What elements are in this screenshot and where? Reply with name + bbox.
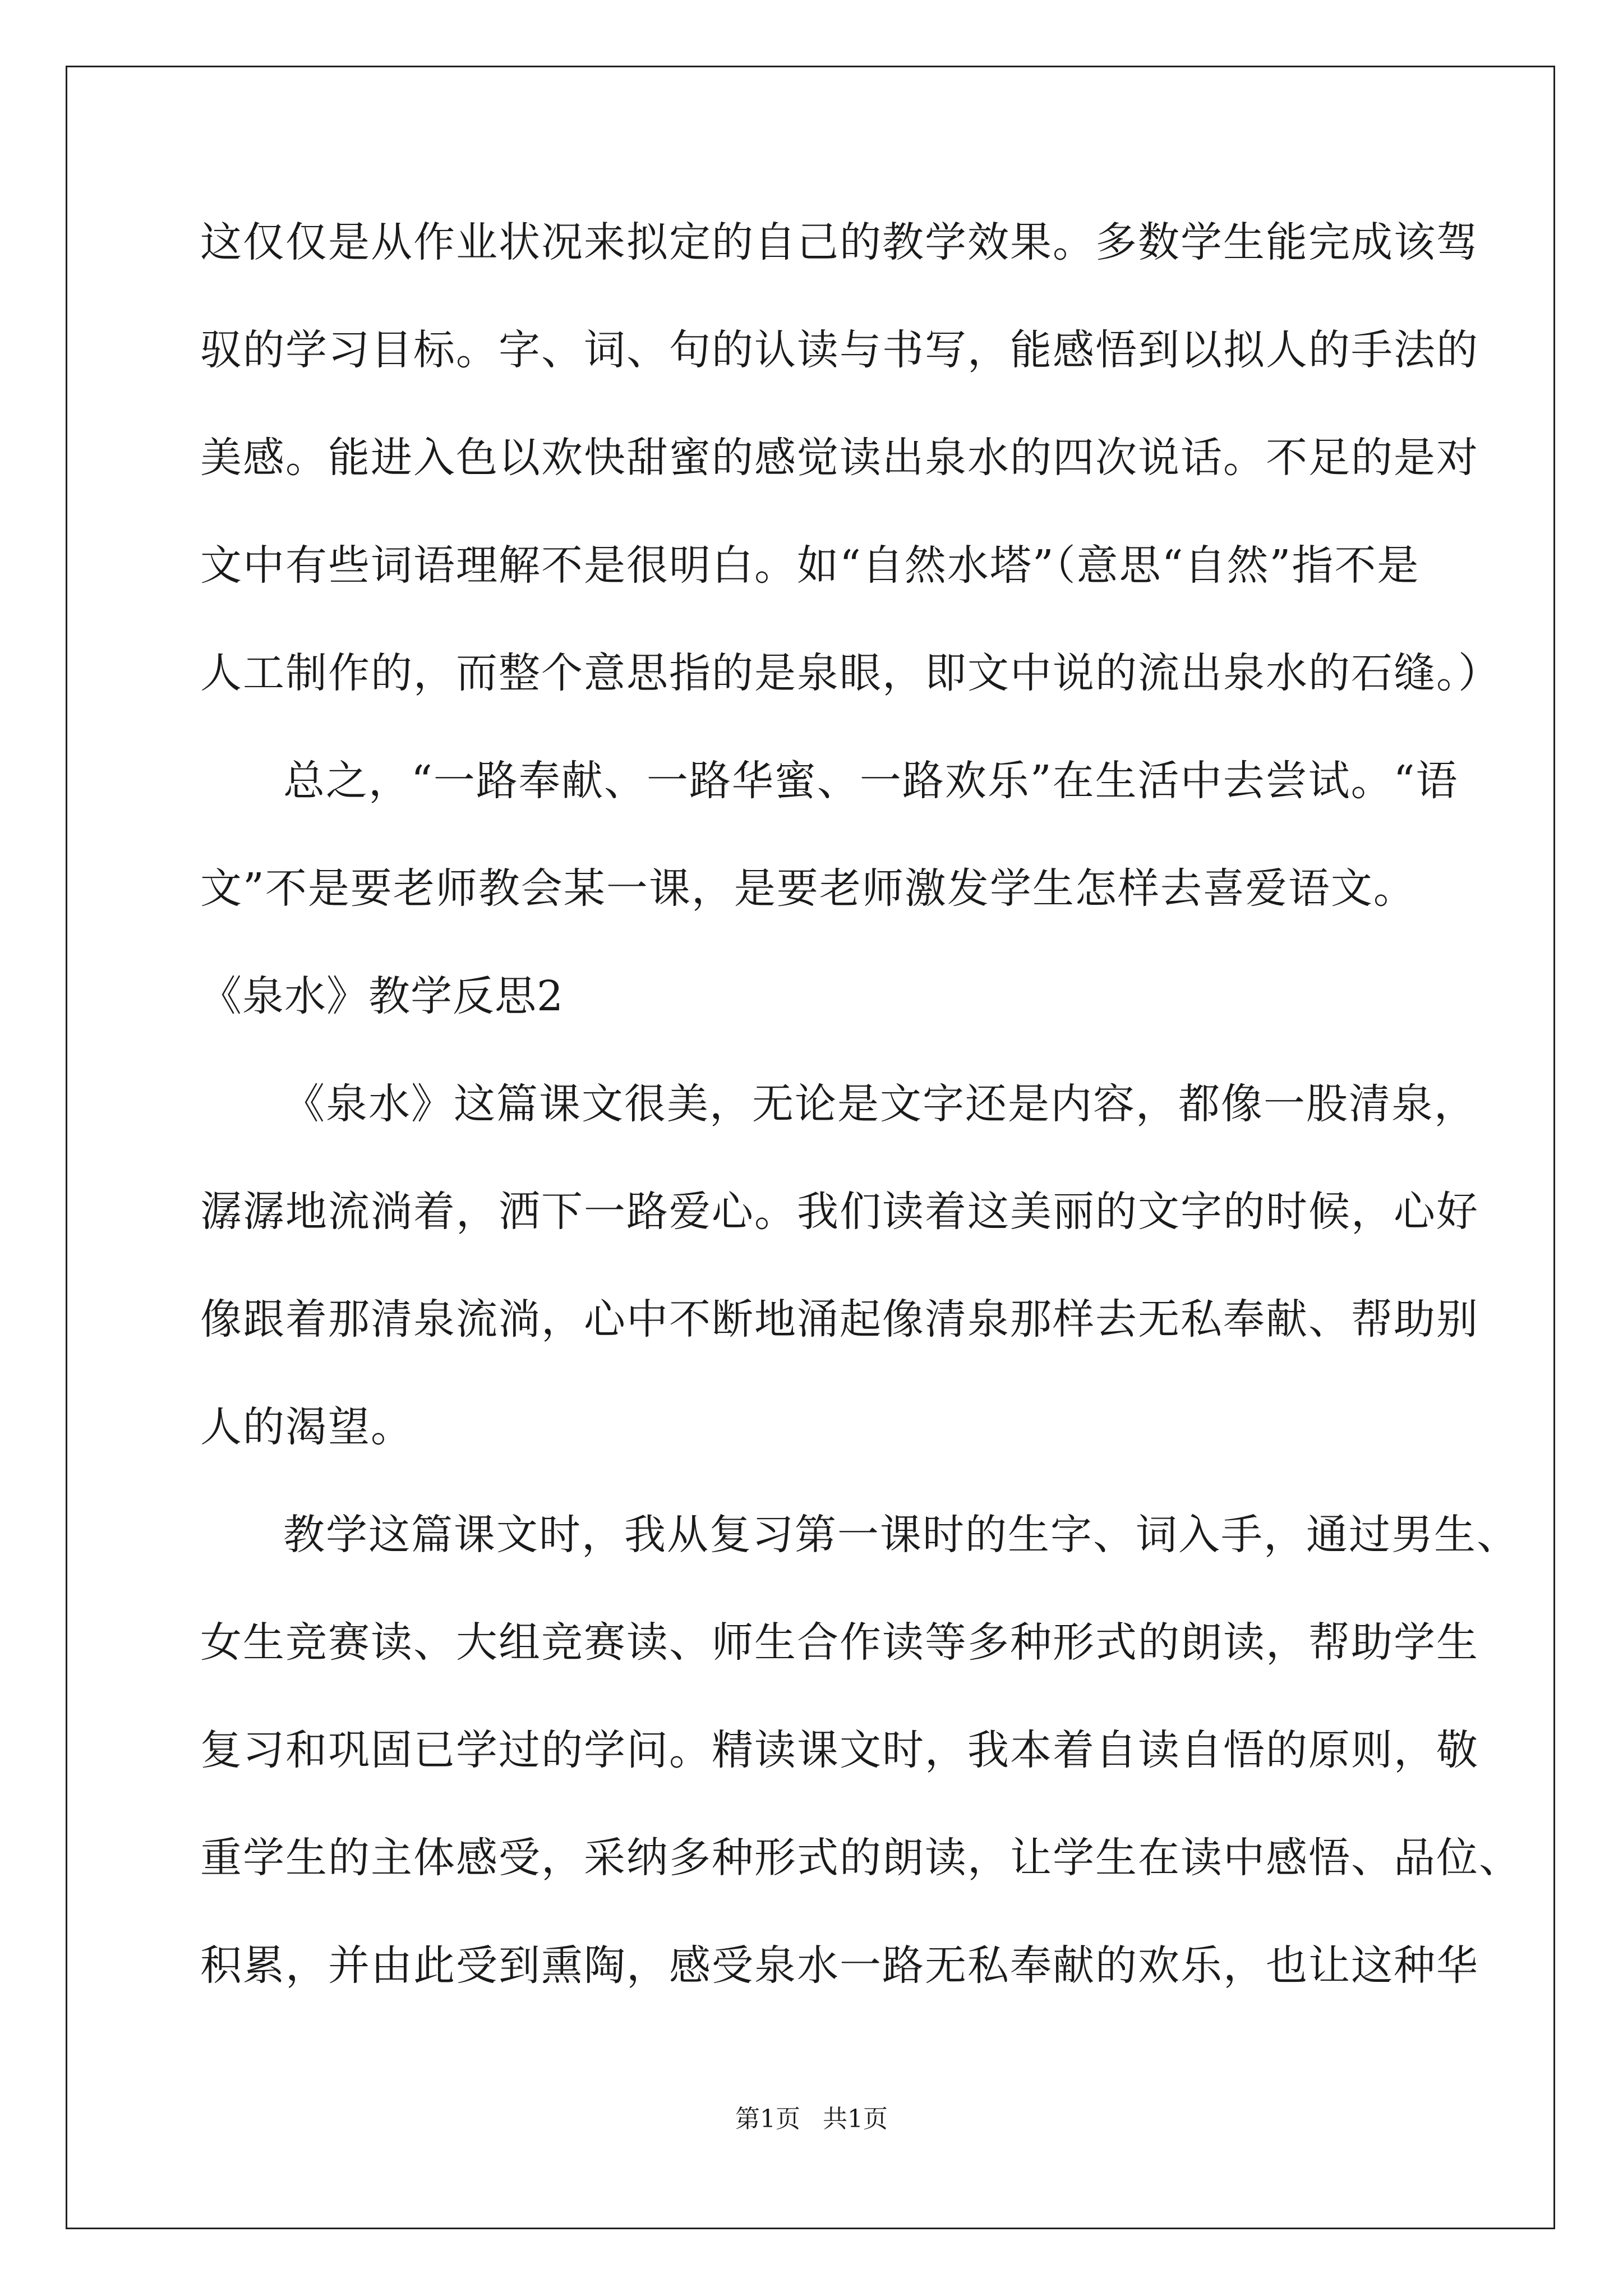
page-number: 第1页 <box>735 2105 800 2133</box>
text-line: 美感。能进入色以欢快甜蜜的感觉读出泉水的四次说话。不足的是对 <box>200 434 1479 482</box>
page-count: 共1页 <box>823 2105 888 2133</box>
document-body <box>200 209 1521 2040</box>
text-line: 潺潺地流淌着，洒下一路爱心。我们读着这美丽的文字的时候，心好 <box>200 1188 1479 1236</box>
text-line: 人工制作的，而整个意思指的是泉眼，即文中说的流出泉水的石缝。） <box>200 649 1501 697</box>
text-line: 《泉水》这篇课文很美，无论是文字还是内容，都像一股清泉， <box>283 1080 1477 1128</box>
text-line: 文中有些词语理解不是很明白。如“自然水塔”（意思“自然”指不是 <box>200 541 1420 590</box>
section-heading: 《泉水》教学反思2 <box>200 972 564 1020</box>
text-line: 教学这篇课文时，我从复习第一课时的生字、词入手，通过男生、 <box>283 1511 1519 1559</box>
text-line: 积累，并由此受到熏陶，感受泉水一路无私奉献的欢乐，也让这种华 <box>200 1941 1479 1990</box>
text-line: 重学生的主体感受，采纳多种形式的朗读，让学生在读中感悟、品位、 <box>200 1834 1521 1882</box>
text-line: 总之，“一路奉献、一路华蜜、一路欢乐”在生活中去尝试。“语 <box>283 757 1459 805</box>
text-line: 驭的学习目标。字、词、句的认读与书写，能感悟到以拟人的手法的 <box>200 326 1479 374</box>
text-line: 女生竞赛读、大组竞赛读、师生合作读等多种形式的朗读，帮助学生 <box>200 1618 1479 1667</box>
text-line: 这仅仅是从作业状况来拟定的自己的教学效果。多数学生能完成该驾 <box>200 218 1479 266</box>
text-line: 像跟着那清泉流淌，心中不断地涌起像清泉那样去无私奉献、帮助别 <box>200 1295 1479 1343</box>
page-footer <box>0 2102 1623 2136</box>
text-line: 文”不是要老师教会某一课，是要老师激发学生怎样去喜爱语文。 <box>200 864 1416 913</box>
text-line: 人的渴望。 <box>200 1403 413 1451</box>
text-line: 复习和巩固已学过的学问。精读课文时，我本着自读自悟的原则，敬 <box>200 1726 1479 1774</box>
